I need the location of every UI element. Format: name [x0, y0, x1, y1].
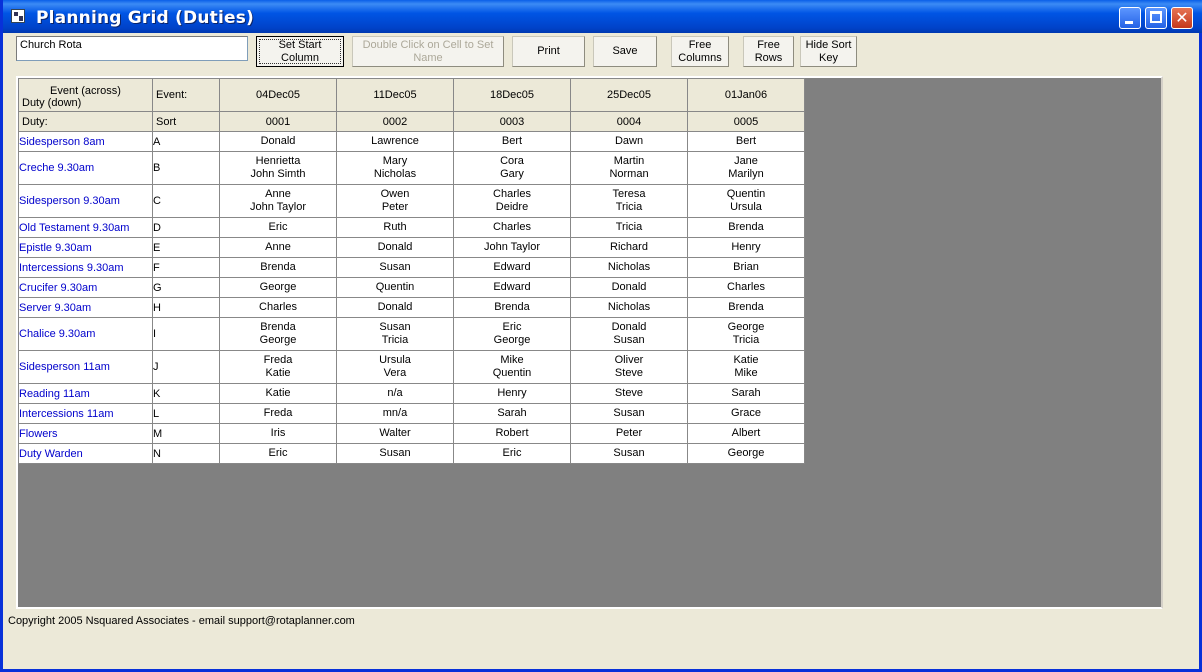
duty-assignment-cell[interactable] — [454, 351, 571, 384]
planning-grid[interactable] — [18, 78, 805, 464]
assignee-name: Mike — [734, 367, 758, 379]
assignee-name: Gary — [500, 168, 524, 180]
assignee-name: Quentin — [492, 367, 532, 379]
duty-assignment-cell[interactable] — [571, 318, 688, 351]
assignee-name: Susan — [379, 261, 411, 273]
assignee-name: Henry — [731, 241, 761, 253]
duty-assignment-cell[interactable] — [454, 218, 571, 238]
assignee-name: Donald — [377, 241, 413, 253]
window-title: Planning Grid (Duties) — [36, 8, 254, 28]
duty-assignment-cell[interactable] — [454, 152, 571, 185]
duty-assignment-cell[interactable] — [337, 218, 454, 238]
duty-assignment-cell[interactable] — [220, 404, 337, 424]
assignee-name: mn/a — [382, 407, 408, 419]
assignee-name: Henrietta — [255, 155, 301, 167]
grid-row — [19, 185, 805, 218]
duty-assignment-cell[interactable] — [220, 258, 337, 278]
assignee-name: Freda — [263, 407, 293, 419]
duty-label-cell: Duty: — [19, 112, 153, 132]
duty-name-cell[interactable]: Duty Warden — [19, 444, 153, 464]
assignee-name: Steve — [614, 367, 644, 379]
duty-assignment-cell[interactable] — [454, 444, 571, 464]
sort-key-cell[interactable]: J — [153, 351, 220, 384]
event-sort-header[interactable]: 0003 — [454, 112, 571, 132]
copyright-footer: Copyright 2005 Nsquared Associates - email support@rotaplanner.com — [8, 615, 355, 627]
assignee-name: Henry — [497, 387, 527, 399]
assignee-name: Martin — [613, 155, 645, 167]
assignee-name: Peter — [615, 427, 643, 439]
duty-assignment-cell[interactable] — [220, 132, 337, 152]
duty-assignment-cell[interactable] — [688, 351, 805, 384]
assignee-name: Iris — [270, 427, 286, 439]
set-start-column-button[interactable]: Set Start Column — [256, 36, 344, 67]
assignee-name: Susan — [379, 447, 411, 459]
grid-row — [19, 278, 805, 298]
assignee-name: Charles — [727, 281, 765, 293]
duty-assignment-cell[interactable] — [571, 185, 688, 218]
grid-row — [19, 351, 805, 384]
assignee-name: Norman — [609, 168, 649, 180]
assignee-name: Susan — [613, 334, 645, 346]
event-date-header[interactable]: 11Dec05 — [337, 79, 454, 112]
duty-name-cell[interactable]: Crucifer 9.30am — [19, 278, 153, 298]
minimize-icon — [1125, 21, 1133, 24]
hide-sort-key-button[interactable]: Hide Sort Key — [800, 36, 857, 67]
assignee-name: Charles — [259, 301, 297, 313]
assignee-name: Jane — [734, 155, 758, 167]
duty-assignment-cell[interactable] — [220, 444, 337, 464]
grid-row — [19, 152, 805, 185]
assignee-name: Eric — [268, 447, 288, 459]
assignee-name: Sarah — [731, 387, 761, 399]
assignee-name: Steve — [614, 387, 644, 399]
assignee-name: Susan — [379, 321, 411, 333]
assignee-name: Nicholas — [607, 301, 651, 313]
sort-key-cell[interactable]: B — [153, 152, 220, 185]
assignee-name: Katie — [265, 387, 291, 399]
assignee-name: Ursula — [379, 354, 411, 366]
assignee-name: Brenda — [260, 261, 296, 273]
assignee-name: Teresa — [612, 188, 646, 200]
sort-key-cell[interactable]: I — [153, 318, 220, 351]
duty-assignment-cell[interactable] — [688, 132, 805, 152]
assignee-name: Tricia — [615, 201, 643, 213]
duty-assignment-cell[interactable] — [337, 132, 454, 152]
title-bar[interactable] — [3, 0, 1202, 33]
event-sort-header[interactable]: 0002 — [337, 112, 454, 132]
grid-row — [19, 238, 805, 258]
corner-header — [19, 79, 153, 112]
assignee-name: George — [259, 334, 297, 346]
duty-assignment-cell[interactable] — [337, 351, 454, 384]
duty-assignment-cell[interactable] — [571, 298, 688, 318]
duty-assignment-cell[interactable] — [454, 298, 571, 318]
duty-assignment-cell[interactable] — [688, 185, 805, 218]
duty-assignment-cell[interactable] — [337, 258, 454, 278]
event-date-header[interactable]: 25Dec05 — [571, 79, 688, 112]
assignee-name: Dawn — [614, 135, 644, 147]
assignee-name: Peter — [381, 201, 409, 213]
assignee-name: Eric — [502, 321, 522, 333]
duty-name-cell[interactable]: Old Testament 9.30am — [19, 218, 153, 238]
free-rows-button[interactable]: Free Rows — [743, 36, 794, 67]
duty-assignment-cell[interactable] — [220, 185, 337, 218]
assignee-name: Deidre — [495, 201, 529, 213]
assignee-name: Tricia — [615, 221, 643, 233]
assignee-name: Katie — [265, 367, 291, 379]
assignee-name: Charles — [493, 221, 531, 233]
duty-name-cell[interactable]: Epistle 9.30am — [19, 238, 153, 258]
assignee-name: Oliver — [614, 354, 644, 366]
duty-assignment-cell[interactable] — [337, 238, 454, 258]
duty-assignment-cell[interactable] — [337, 404, 454, 424]
sort-key-cell[interactable]: C — [153, 185, 220, 218]
assignee-name: Walter — [379, 427, 411, 439]
assignee-name: Sarah — [497, 407, 527, 419]
assignee-name: Robert — [495, 427, 529, 439]
duty-assignment-cell[interactable] — [454, 384, 571, 404]
assignee-name: Nicholas — [607, 261, 651, 273]
save-button[interactable]: Save — [593, 36, 657, 67]
app-icon[interactable] — [11, 9, 25, 23]
duty-name-cell[interactable]: Intercessions 11am — [19, 404, 153, 424]
duty-name-cell[interactable]: Reading 11am — [19, 384, 153, 404]
assignee-name: Cora — [500, 155, 524, 167]
duty-assignment-cell[interactable] — [688, 444, 805, 464]
event-sort-header[interactable]: 0004 — [571, 112, 688, 132]
assignee-name: John Taylor — [249, 201, 307, 213]
duty-assignment-cell[interactable] — [220, 238, 337, 258]
duty-assignment-cell[interactable] — [571, 444, 688, 464]
assignee-name: Brenda — [260, 321, 296, 333]
double-click-hint-button[interactable]: Double Click on Cell to Set Name — [352, 36, 504, 67]
duty-assignment-cell[interactable] — [220, 351, 337, 384]
duty-assignment-cell[interactable] — [571, 424, 688, 444]
assignee-name: John Simth — [250, 168, 306, 180]
sort-key-cell[interactable]: G — [153, 278, 220, 298]
duty-assignment-cell[interactable] — [454, 424, 571, 444]
duty-assignment-cell[interactable] — [571, 384, 688, 404]
assignee-name: Marilyn — [728, 168, 764, 180]
assignee-name: Donald — [377, 301, 413, 313]
corner-duty-label: Duty (down) — [22, 96, 82, 109]
assignee-name: Ruth — [383, 221, 407, 233]
assignee-name: Donald — [611, 281, 647, 293]
duty-assignment-cell[interactable] — [454, 132, 571, 152]
assignee-name: Brenda — [728, 301, 764, 313]
duty-assignment-cell[interactable] — [220, 424, 337, 444]
duty-assignment-cell[interactable] — [688, 152, 805, 185]
assignee-name: Brian — [733, 261, 759, 273]
duty-assignment-cell[interactable] — [454, 238, 571, 258]
duty-name-cell[interactable]: Sidesperson 11am — [19, 351, 153, 384]
assignee-name: Brenda — [494, 301, 530, 313]
assignee-name: Brenda — [728, 221, 764, 233]
assignee-name: Edward — [493, 261, 531, 273]
duty-assignment-cell[interactable] — [571, 278, 688, 298]
assignee-name: Ursula — [730, 201, 762, 213]
duty-name-cell[interactable]: Intercessions 9.30am — [19, 258, 153, 278]
duty-name-cell[interactable]: Creche 9.30am — [19, 152, 153, 185]
assignee-name: Anne — [265, 241, 291, 253]
duty-assignment-cell[interactable] — [571, 152, 688, 185]
duty-assignment-cell[interactable] — [220, 278, 337, 298]
assignee-name: Freda — [263, 354, 293, 366]
corner-event-label: Event (across) — [50, 84, 121, 97]
assignee-name: Bert — [735, 135, 757, 147]
duty-name-cell[interactable]: Chalice 9.30am — [19, 318, 153, 351]
grid-row — [19, 298, 805, 318]
assignee-name: Bert — [501, 135, 523, 147]
assignee-name: Tricia — [381, 334, 409, 346]
duty-assignment-cell[interactable] — [220, 218, 337, 238]
sort-key-cell[interactable]: L — [153, 404, 220, 424]
duty-assignment-cell[interactable] — [688, 298, 805, 318]
duty-assignment-cell[interactable] — [688, 278, 805, 298]
assignee-name: Albert — [731, 427, 761, 439]
sort-key-cell[interactable]: A — [153, 132, 220, 152]
event-date-header[interactable]: 18Dec05 — [454, 79, 571, 112]
duty-assignment-cell[interactable] — [220, 318, 337, 351]
assignee-name: Donald — [611, 321, 647, 333]
print-button[interactable]: Print — [512, 36, 585, 67]
duty-assignment-cell[interactable] — [337, 152, 454, 185]
duty-assignment-cell[interactable] — [454, 404, 571, 424]
assignee-name: Grace — [731, 407, 761, 419]
grid-row — [19, 404, 805, 424]
grid-row — [19, 258, 805, 278]
assignee-name: Tricia — [732, 334, 760, 346]
event-label-cell: Event: — [153, 79, 220, 112]
close-icon: ✕ — [1175, 8, 1189, 27]
duty-assignment-cell[interactable] — [337, 384, 454, 404]
assignee-name: Katie — [733, 354, 759, 366]
duty-assignment-cell[interactable] — [337, 298, 454, 318]
assignee-name: Eric — [268, 221, 288, 233]
free-columns-button[interactable]: Free Columns — [671, 36, 729, 67]
assignee-name: Nicholas — [373, 168, 417, 180]
duty-assignment-cell[interactable] — [688, 218, 805, 238]
duty-assignment-cell[interactable] — [220, 298, 337, 318]
sort-key-cell[interactable]: H — [153, 298, 220, 318]
event-sort-header[interactable]: 0005 — [688, 112, 805, 132]
duty-assignment-cell[interactable] — [571, 258, 688, 278]
duty-assignment-cell[interactable] — [571, 351, 688, 384]
rota-name-field[interactable]: Church Rota — [16, 36, 248, 61]
duty-name-cell[interactable]: Flowers — [19, 424, 153, 444]
assignee-name: Eric — [502, 447, 522, 459]
assignee-name: John Taylor — [483, 241, 541, 253]
sort-key-cell[interactable]: F — [153, 258, 220, 278]
duty-name-cell[interactable]: Server 9.30am — [19, 298, 153, 318]
duty-assignment-cell[interactable] — [337, 424, 454, 444]
maximize-button[interactable] — [1145, 7, 1167, 29]
assignee-name: Lawrence — [371, 135, 419, 147]
event-date-header[interactable]: 01Jan06 — [688, 79, 805, 112]
assignee-name: George — [727, 447, 765, 459]
duty-assignment-cell[interactable] — [337, 278, 454, 298]
assignee-name: George — [493, 334, 531, 346]
assignee-name: Mary — [382, 155, 408, 167]
duty-assignment-cell[interactable] — [571, 132, 688, 152]
assignee-name: George — [727, 321, 765, 333]
grid-row — [19, 444, 805, 464]
event-sort-header[interactable]: 0001 — [220, 112, 337, 132]
event-date-header[interactable]: 04Dec05 — [220, 79, 337, 112]
close-button[interactable] — [1171, 7, 1193, 29]
grid-row — [19, 132, 805, 152]
duty-assignment-cell[interactable] — [337, 318, 454, 351]
assignee-name: Donald — [260, 135, 296, 147]
maximize-icon — [1150, 11, 1162, 23]
duty-assignment-cell[interactable] — [688, 384, 805, 404]
sort-key-cell[interactable]: N — [153, 444, 220, 464]
sort-key-cell[interactable]: M — [153, 424, 220, 444]
duty-assignment-cell[interactable] — [688, 318, 805, 351]
duty-assignment-cell[interactable] — [220, 384, 337, 404]
assignee-name: Vera — [383, 367, 407, 379]
assignee-name: n/a — [387, 387, 403, 399]
assignee-name: Edward — [493, 281, 531, 293]
assignee-name: Richard — [610, 241, 648, 253]
duty-assignment-cell[interactable] — [337, 444, 454, 464]
assignee-name: Owen — [380, 188, 410, 200]
duty-assignment-cell[interactable] — [571, 404, 688, 424]
duty-assignment-cell[interactable] — [688, 258, 805, 278]
duty-assignment-cell[interactable] — [688, 238, 805, 258]
duty-assignment-cell[interactable] — [454, 258, 571, 278]
assignee-name: Quentin — [375, 281, 415, 293]
duty-name-cell[interactable]: Sidesperson 9.30am — [19, 185, 153, 218]
assignee-name: George — [259, 281, 297, 293]
duty-assignment-cell[interactable] — [688, 424, 805, 444]
assignee-name: Anne — [265, 188, 291, 200]
assignee-name: Susan — [613, 407, 645, 419]
assignee-name: Charles — [493, 188, 531, 200]
sort-key-cell[interactable]: E — [153, 238, 220, 258]
duty-assignment-cell[interactable] — [688, 404, 805, 424]
sort-key-cell[interactable]: K — [153, 384, 220, 404]
duty-assignment-cell[interactable] — [220, 152, 337, 185]
duty-assignment-cell[interactable] — [571, 238, 688, 258]
assignee-name: Quentin — [726, 188, 766, 200]
sort-key-cell[interactable]: D — [153, 218, 220, 238]
grid-row — [19, 424, 805, 444]
duty-assignment-cell[interactable] — [454, 185, 571, 218]
sort-label-cell: Sort — [153, 112, 220, 132]
minimize-button[interactable] — [1119, 7, 1141, 29]
duty-assignment-cell[interactable] — [571, 218, 688, 238]
assignee-name: Susan — [613, 447, 645, 459]
duty-assignment-cell[interactable] — [454, 278, 571, 298]
assignee-name: Mike — [500, 354, 524, 366]
duty-name-cell[interactable]: Sidesperson 8am — [19, 132, 153, 152]
duty-assignment-cell[interactable] — [337, 185, 454, 218]
grid-row — [19, 218, 805, 238]
duty-assignment-cell[interactable] — [454, 318, 571, 351]
grid-row — [19, 318, 805, 351]
grid-row — [19, 384, 805, 404]
